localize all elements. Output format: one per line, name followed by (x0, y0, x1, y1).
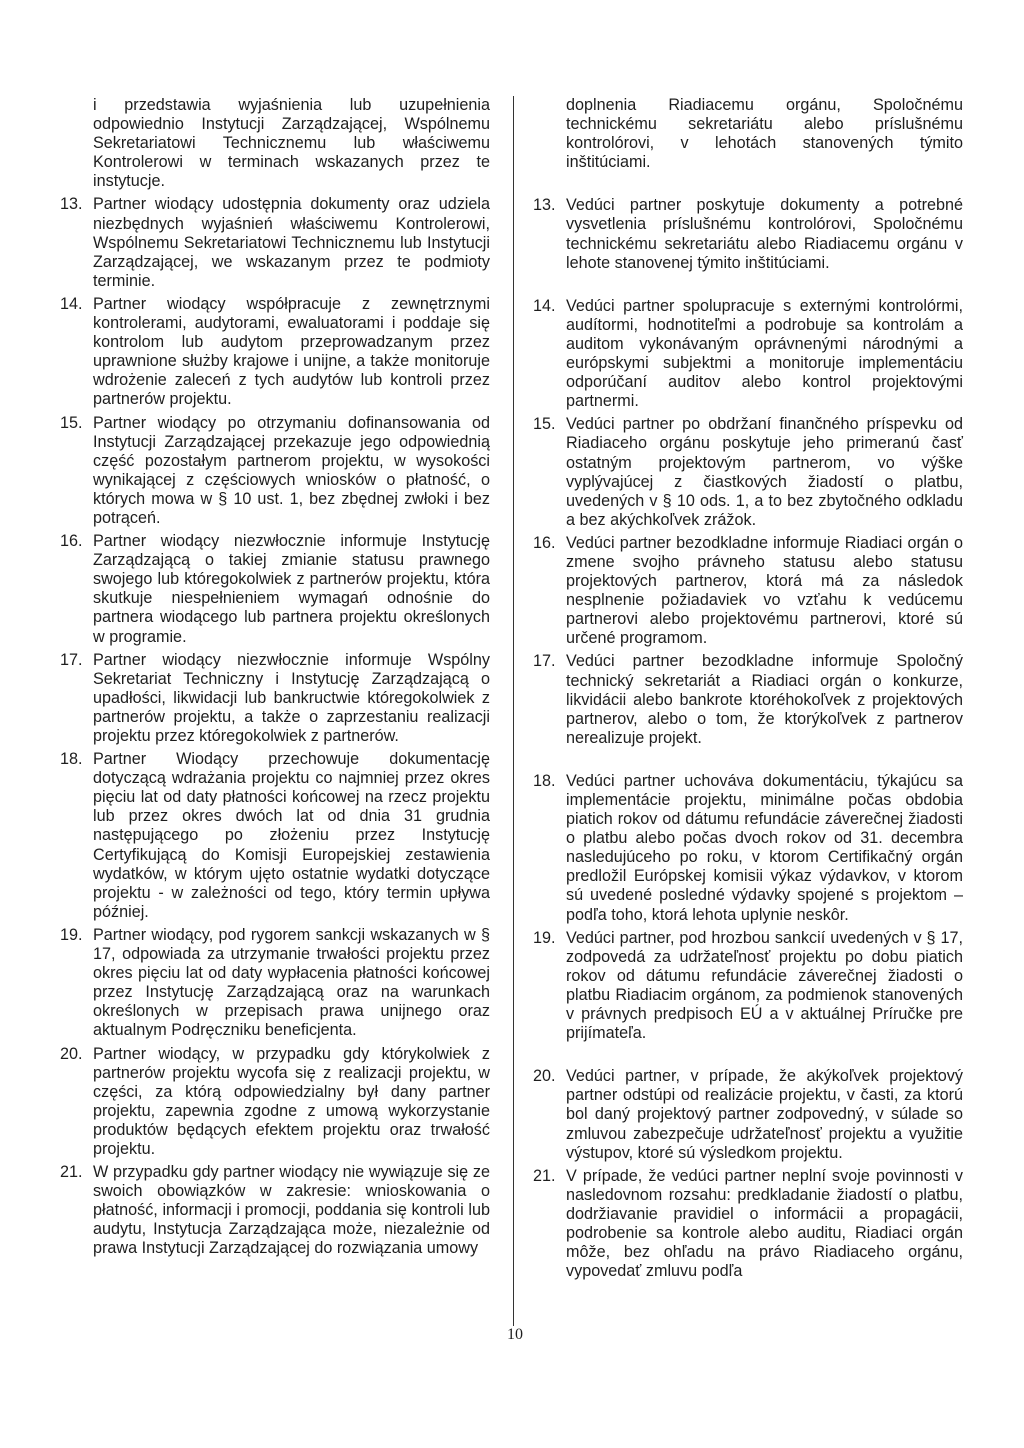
paragraph-text: W przypadku gdy partner wiodący nie wywiązuje się ze swoich obowiązków w zakresie: wnioskowania o płatność, informacji i promocji, poddania się kontroli lub audytu, Instytucja Zarządzająca może, niezależnie od prawa Instytucji Zarządzającej do rozwiązania umowy (93, 1163, 490, 1258)
paragraph-text: Partner wiodący, pod rygorem sankcji wskazanych w § 17, odpowiada za utrzymanie trwałości projektu przez okres pięciu lat od daty wypłacenia płatności końcowej przez Instytucję Zarządzającą oraz na warunkach określonych w przepisach prawa unijnego oraz aktualnym Podręczniku beneficjenta. (93, 925, 490, 1040)
paragraph-15 (533, 415, 963, 530)
paragraph-text: Vedúci partner bezodkladne informuje Riadiaci orgán o zmene svojho právneho statusu alebo statusu projektových partnerov, ktorá má za následok nesplnenie požiadaviek vo vzťahu k vedúcemu partnerovi alebo projektovému partnerovi, ktoré sú určené programom. (566, 533, 963, 648)
paragraph-text: Vedúci partner spolupracuje s externými kontrolórmi, audítormi, hodnotiteľmi a podrobuje sa kontrolám a auditom vykonávaným oprávnenými národnými a európskymi subjektmi a monitoruje implementáciu odporúčaní auditov alebo kontrol projektovými partnermi. (566, 296, 963, 411)
paragraph-16 (60, 532, 490, 647)
paragraph-19 (60, 926, 490, 1041)
item-number: 15. (533, 415, 556, 434)
item-number: 13. (533, 196, 556, 215)
paragraph-text: Vedúci partner uchováva dokumentáciu, týkajúcu sa implementácie projektu, minimálne počas obdobia piatich rokov od dátumu refundácie záverečnej žiadosti o platbu alebo počas dvoch rokov od 31. decembra nasledujúceho po roku, v ktorom Certifikačný orgán predložil Európskej komisii výkaz výdavkov, v ktorom sú uvedené posledné výdavky spojené s projektom – podľa toho, ktorá lehota uplynie neskôr. (566, 771, 963, 924)
paragraph-text: i przedstawia wyjaśnienia lub uzupełnienia odpowiednio Instytucji Zarządzającej, Wspólnemu Sekretariatowi Technicznemu lub właściwemu Kontrolerowi w terminach wskazanych przez te instytucje. (93, 96, 490, 191)
paragraph-20 (60, 1045, 490, 1160)
paragraph-13 (533, 196, 963, 272)
item-number: 16. (60, 532, 83, 551)
item-number: 21. (60, 1163, 83, 1182)
item-number: 18. (60, 750, 83, 769)
item-number: 17. (533, 652, 556, 671)
left-column-polish (60, 96, 490, 1263)
item-number: 16. (533, 533, 556, 552)
page-number: 10 (507, 1326, 523, 1343)
paragraph-20 (533, 1067, 963, 1162)
right-column-slovak (533, 96, 963, 1285)
paragraph-text: Partner wiodący niezwłocznie informuje Instytucję Zarządzającą o takiej zmianie statusu prawnego swojego lub któregokolwiek z partnerów projektu, która skutkuje niespełnieniem wymagań odnośnie do partnera wiodącego lub partnera projektu określonych w programie. (93, 532, 490, 646)
paragraph-18 (533, 772, 963, 925)
item-number: 19. (60, 925, 83, 944)
paragraph-16 (533, 534, 963, 649)
paragraph-21 (533, 1167, 963, 1282)
paragraph-18 (60, 750, 490, 922)
item-number: 19. (533, 928, 556, 947)
paragraph-13 (60, 195, 490, 290)
paragraph-text: Partner Wiodący przechowuje dokumentację dotyczącą wdrażania projektu co najmniej przez okres pięciu lat od daty płatności końcowej na rzecz projektu lub przez okres dwóch lat od dnia 31 grudnia następującego po złożeniu przez Instytucję Certyfikującą do Komisji Europejskiej zestawienia wydatków, w którym ujęto ostatnie wydatki dotyczące projektu - w zależności od tego, który termin upływa później. (93, 750, 490, 921)
item-number: 17. (60, 650, 83, 669)
paragraph-14 (60, 295, 490, 410)
item-number: 20. (533, 1067, 556, 1086)
item-number: 15. (60, 413, 83, 432)
paragraph-text: Partner wiodący współpracuje z zewnętrznymi kontrolerami, audytorami, ewaluatorami i poddaje się kontrolom lub audytom przeprowadzanym przez uprawnione służby krajowe i unijne, a także monitoruje wdrożenie zaleceń z tych audytów lub kontroli przez partnerów projektu. (93, 294, 490, 409)
item-number: 14. (60, 294, 83, 313)
paragraph-15 (60, 414, 490, 529)
paragraph-12-cont (60, 96, 490, 191)
paragraph-text: V prípade, že vedúci partner neplní svoje povinnosti v nasledovnom rozsahu: predkladanie žiadostí o platbu, dodržiavanie pravidiel o informácii a propagácii, podrobenie sa kontrole alebo auditu, Riadiaci orgán môže, bez ohľadu na právo Riadiaceho orgánu, vypovedať zmluvu podľa (566, 1166, 963, 1281)
paragraph-21 (60, 1163, 490, 1258)
paragraph-text: Vedúci partner po obdržaní finančného príspevku od Riadiaceho orgánu poskytuje jeho primeranú časť ostatným projektovým partnerom, vo výške vyplývajúcej z čiastkových žiadostí o platbu, uvedených v § 10 ods. 1, a to bez zbytočného odkladu a bez akýchkoľvek zrážok. (566, 415, 963, 529)
paragraph-text: Partner wiodący udostępnia dokumenty oraz udziela niezbędnych wyjaśnień właściwemu Kontrolerowi, Wspólnemu Sekretariatowi Technicznemu lub Instytucji Zarządzającej, we wskazanym przez te podmioty terminie. (93, 195, 490, 290)
paragraph-text: Vedúci partner poskytuje dokumenty a potrebné vysvetlenia príslušnému kontrolórovi, Spoločnému technickému sekretariátu alebo Riadiacemu orgánu v lehote stanovenej týmito inštitúciami. (566, 196, 963, 272)
paragraph-text: Vedúci partner, v prípade, že akýkoľvek projektový partner odstúpi od realizácie projektu, v časti, za ktorú bol daný projektový partner zodpovedný, v súlade so zmluvou zabezpečuje udržateľnosť projektu a využitie výstupov, ktoré sú výsledkom projektu. (566, 1067, 963, 1162)
column-divider (513, 96, 514, 1326)
paragraph-text: Vedúci partner bezodkladne informuje Spoločný technický sekretariát a Riadiaci orgán o konkurze, likvidácii alebo bankrote ktoréhokoľvek z projektových partnerov, alebo o tom, že ktorýkoľvek z partnerov nerealizuje projekt. (566, 652, 963, 747)
item-number: 21. (533, 1166, 556, 1185)
item-number: 14. (533, 296, 556, 315)
paragraph-17 (533, 652, 963, 747)
paragraph-text: doplnenia Riadiacemu orgánu, Spoločnému technickému sekretariátu alebo príslušnému kontrolórovi, v lehotách stanovených týmito inštitúciami. (566, 96, 963, 172)
paragraph-17 (60, 651, 490, 746)
item-number: 13. (60, 195, 83, 214)
paragraph-14 (533, 297, 963, 412)
paragraph-text: Partner wiodący po otrzymaniu dofinansowania od Instytucji Zarządzającej przekazuje jego odpowiednią część pozostałym partnerom projektu, w wysokości wynikającej z częściowych wniosków o płatność, o których mowa w § 10 ust. 1, bez zbędnej zwłoki i bez potrąceń. (93, 413, 490, 527)
item-number: 20. (60, 1044, 83, 1063)
paragraph-text: Partner wiodący, w przypadku gdy którykolwiek z partnerów projektu wycofa się z realizacji projektu, w części, za którą odpowiedzialny był dany partner projektu, zapewnia zgodne z umową wykorzystanie produktów będących efektem projektu oraz trwałość projektu. (93, 1044, 490, 1158)
paragraph-text: Vedúci partner, pod hrozbou sankcií uvedených v § 17, zodpovedá za udržateľnosť projektu po dobu piatich rokov od dátumu refundácie záverečnej žiadosti o platbu Riadiacim orgánom, za podmienok stanovených v právnych predpisoch EÚ a v aktuálnej Príručke pre prijímateľa. (566, 928, 963, 1043)
paragraph-19 (533, 929, 963, 1044)
paragraph-12-cont (533, 96, 963, 172)
paragraph-text: Partner wiodący niezwłocznie informuje Wspólny Sekretariat Techniczny i Instytucję Zarządzającą o upadłości, likwidacji lub bankructwie któregokolwiek z partnerów projektu, a także o zaprzestaniu realizacji projektu przez któregokolwiek z partnerów. (93, 650, 490, 745)
item-number: 18. (533, 771, 556, 790)
